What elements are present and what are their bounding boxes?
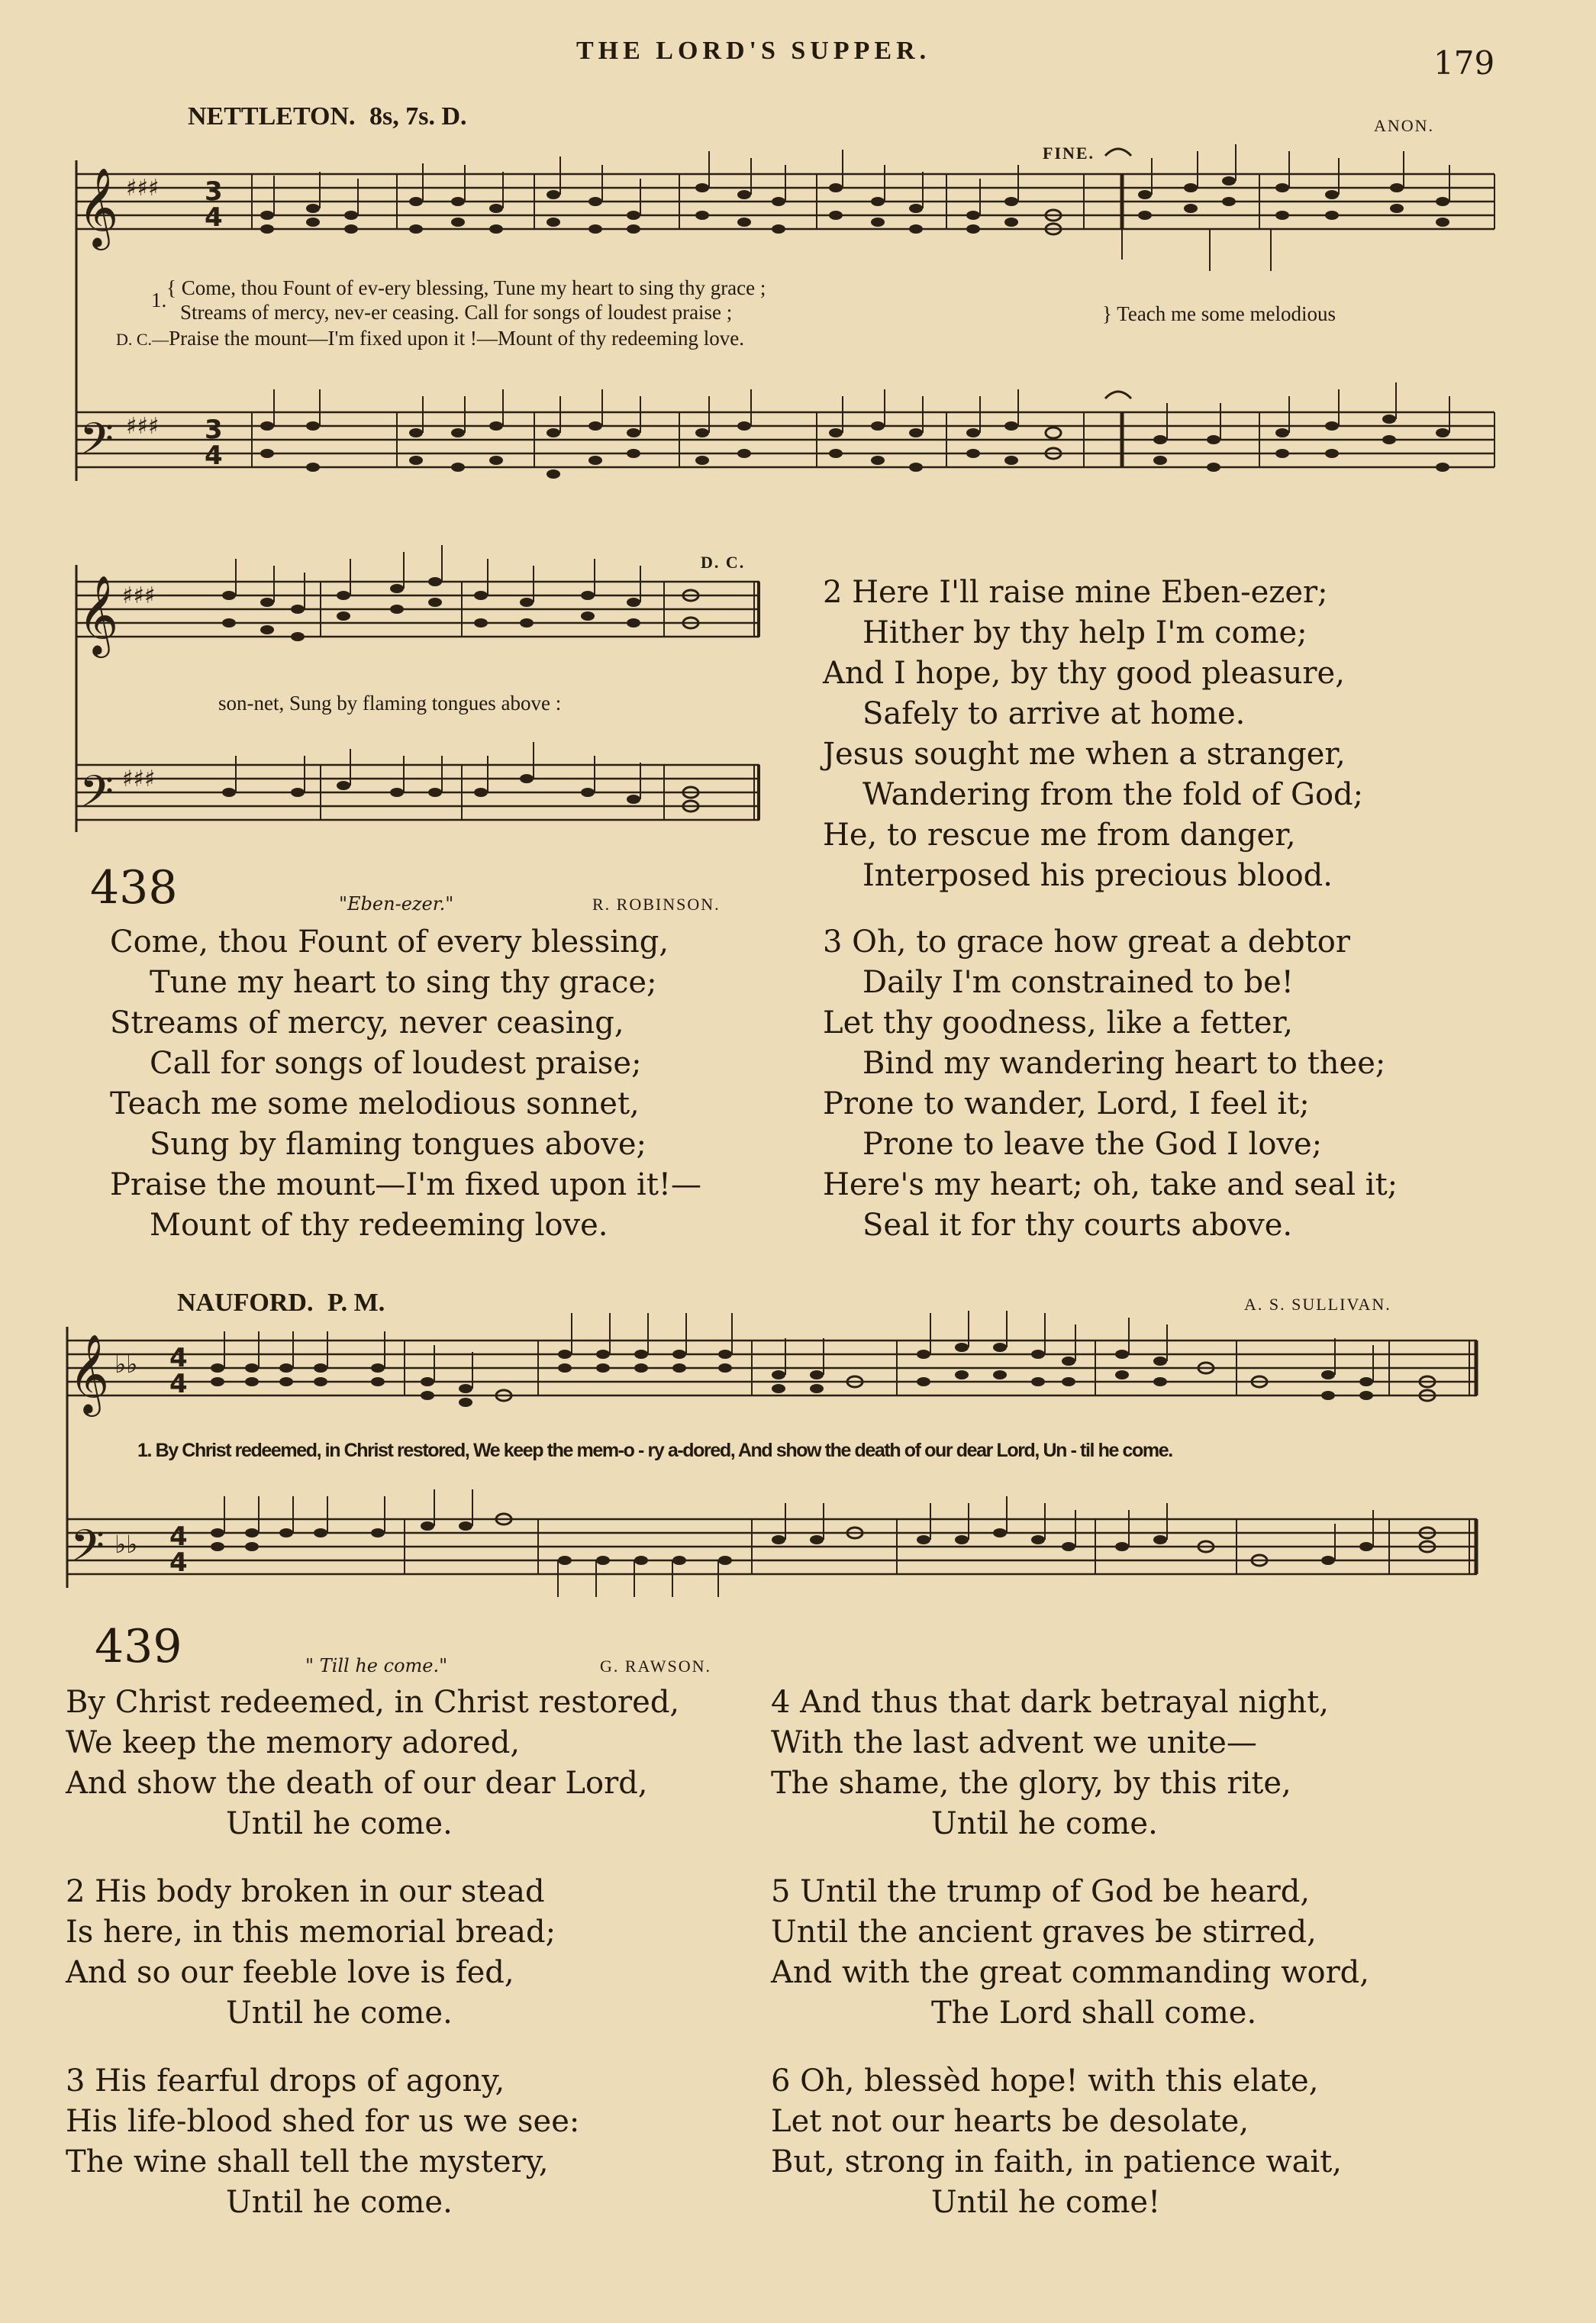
verse-line: Daily I'm constrained to be! — [862, 965, 1294, 1000]
tune-name-439-text: NAUFORD. — [177, 1289, 314, 1317]
hymn-439-subtitle: " Till he come." — [305, 1655, 448, 1676]
svg-text:𝄞: 𝄞 — [78, 575, 119, 655]
verse-line: 2 Here I'll raise mine Eben-ezer; — [823, 575, 1328, 610]
verse-line: By Christ redeemed, in Christ restored, — [66, 1685, 680, 1720]
verse-line: Hither by thy help I'm come; — [862, 615, 1307, 650]
verse-line: Safely to arrive at home. — [862, 696, 1246, 731]
verse-line: And show the death of our dear Lord, — [66, 1766, 648, 1801]
fine-marking: FINE. — [1043, 144, 1095, 163]
verse-line: Jesus sought me when a stranger, — [823, 737, 1346, 772]
lyric-line-2 — [180, 301, 732, 324]
verse-line: Streams of mercy, never ceasing, — [110, 1005, 624, 1041]
verse-line: Until he come. — [226, 1806, 453, 1841]
verse-line: Until the ancient graves be stirred, — [771, 1915, 1317, 1950]
lyric-line-1 — [166, 276, 766, 300]
hymn-439-stanza-4 — [771, 1683, 1329, 1844]
lyric-right-text: Teach me some melodious — [1117, 302, 1336, 325]
verse-line: Interposed his precious blood. — [862, 858, 1333, 893]
svg-text:𝄢: 𝄢 — [79, 766, 114, 828]
lyric-line-439: 1. By Christ redeemed, in Christ restored, We keep the mem-o - ry a-dored, And show the death of our dear Lord, Un - til he come. — [137, 1440, 1172, 1461]
lyric-right — [1102, 302, 1336, 326]
verse-line: 3 Oh, to grace how great a debtor — [823, 924, 1350, 960]
verse-line: The Lord shall come. — [931, 1996, 1257, 2031]
verse-line: Here's my heart; oh, take and seal it; — [823, 1167, 1398, 1202]
svg-text:4: 4 — [205, 202, 223, 233]
dc-marking: D. C. — [701, 553, 746, 572]
verse-line: Call for songs of loudest praise; — [150, 1046, 642, 1081]
svg-text:𝄢: 𝄢 — [79, 413, 114, 476]
verse-line: His life-blood shed for us we see: — [66, 2104, 580, 2139]
hymn-438-stanza-2 — [823, 573, 1363, 896]
verse-number: 1. — [151, 289, 167, 311]
verse-line: Sung by flaming tongues above; — [150, 1127, 646, 1162]
hymn-438-stanza-1 — [110, 922, 701, 1246]
verse-line: Prone to leave the God I love; — [862, 1127, 1323, 1162]
svg-text:𝄞: 𝄞 — [78, 167, 119, 247]
svg-text:4: 4 — [169, 1547, 188, 1578]
svg-text:𝄞: 𝄞 — [69, 1334, 110, 1414]
svg-text:♯♯♯: ♯♯♯ — [122, 582, 156, 609]
svg-text:♯♯♯: ♯♯♯ — [126, 175, 160, 202]
hymn-438-author: R. ROBINSON. — [592, 895, 721, 914]
running-title: THE LORD'S SUPPER. — [576, 37, 931, 65]
verse-line: He, to rescue me from danger, — [823, 818, 1296, 853]
hymn-439-author: G. RAWSON. — [600, 1657, 711, 1676]
hymn-number-439: 439 — [95, 1620, 182, 1673]
hymn-439-stanza-1 — [66, 1683, 679, 1844]
hymn-438-stanza-3 — [823, 922, 1398, 1246]
hymn-number-438: 438 — [90, 861, 178, 915]
verse-line: And with the great commanding word, — [771, 1955, 1370, 1990]
lyric-line-2-text: Streams of mercy, nev-er ceasing. Call for songs of loudest praise ; — [180, 301, 733, 324]
svg-text:3: 3 — [205, 176, 223, 207]
dc-lyric-line — [116, 327, 744, 350]
svg-text:4: 4 — [169, 1369, 188, 1399]
verse-line: The wine shall tell the mystery, — [66, 2144, 549, 2179]
tune-meter: 8s, 7s. D. — [369, 102, 467, 131]
page-number: 179 — [1433, 44, 1495, 82]
composer: ANON. — [1374, 116, 1435, 135]
hymn-439-stanza-3 — [66, 2061, 579, 2223]
verse-line: 6 Oh, blessèd hope! with this elate, — [771, 2063, 1319, 2099]
lyric-line-1-text: Come, thou Fount of ev-ery blessing, Tune my heart to sing thy grace ; — [181, 276, 766, 299]
composer-439: A. S. SULLIVAN. — [1244, 1295, 1391, 1314]
verse-line: Let not our hearts be desolate, — [771, 2104, 1249, 2139]
verse-line: With the last advent we unite— — [771, 1725, 1257, 1760]
svg-text:♯♯♯: ♯♯♯ — [122, 766, 156, 792]
svg-text:𝄢: 𝄢 — [70, 1520, 105, 1583]
svg-text:4: 4 — [169, 1343, 188, 1373]
verse-line: And so our feeble love is fed, — [66, 1955, 514, 1990]
verse-line: 3 His fearful drops of agony, — [66, 2063, 505, 2099]
dc-prefix: D. C.— — [116, 330, 169, 349]
verse-line: 2 His body broken in our stead — [66, 1874, 545, 1909]
verse-line: Praise the mount—I'm fixed upon it!— — [110, 1167, 701, 1202]
verse-line: Tune my heart to sing thy grace; — [150, 965, 657, 1000]
verse-line: Until he come. — [226, 2185, 453, 2220]
verse-line: We keep the memory adored, — [66, 1725, 521, 1760]
verse-line: Let thy goodness, like a fetter, — [823, 1005, 1293, 1041]
svg-text:4: 4 — [169, 1521, 188, 1552]
verse-line: The shame, the glory, by this rite, — [771, 1766, 1291, 1801]
verse-line: Teach me some melodious sonnet, — [110, 1086, 640, 1121]
verse-line: Wandering from the fold of God; — [862, 777, 1364, 812]
verse-line: Seal it for thy courts above. — [862, 1208, 1293, 1243]
hymn-439-stanza-5 — [771, 1872, 1369, 2034]
verse-line: Until he come. — [931, 1806, 1158, 1841]
tune-meter-439: P. M. — [327, 1289, 385, 1317]
verse-line: But, strong in faith, in patience wait, — [771, 2144, 1343, 2179]
verse-line: 5 Until the trump of God be heard, — [771, 1874, 1311, 1909]
svg-text:♯♯♯: ♯♯♯ — [126, 413, 160, 440]
verse-line: Until he come. — [226, 1996, 453, 2031]
lyric-continuation: son-net, Sung by flaming tongues above : — [218, 692, 562, 715]
verse-line: 4 And thus that dark betrayal night, — [771, 1685, 1329, 1720]
verse-line: Mount of thy redeeming love. — [150, 1208, 608, 1243]
verse-line: Is here, in this memorial bread; — [66, 1915, 556, 1950]
dc-line-text: Praise the mount—I'm fixed upon it !—Mount of thy redeeming love. — [169, 327, 745, 350]
tune-name-text: NETTLETON. — [188, 102, 356, 131]
score-438-top — [0, 0, 1596, 534]
brace-right: } — [1102, 302, 1112, 325]
brace-left: { — [166, 276, 176, 299]
svg-text:♭♭: ♭♭ — [114, 1530, 138, 1559]
svg-text:4: 4 — [205, 440, 223, 471]
hymn-439-stanza-2 — [66, 1872, 556, 2034]
verse-line: Come, thou Fount of every blessing, — [110, 924, 669, 960]
verse-line: Bind my wandering heart to thee; — [862, 1046, 1386, 1081]
hymn-438-subtitle: "Eben-ezer." — [339, 893, 454, 915]
verse-line: Until he come! — [931, 2185, 1161, 2220]
verse-line: And I hope, by thy good pleasure, — [823, 656, 1345, 691]
hymn-439-stanza-6 — [771, 2061, 1342, 2223]
verse-line: Prone to wander, Lord, I feel it; — [823, 1086, 1310, 1121]
svg-text:3: 3 — [205, 415, 223, 445]
svg-text:♭♭: ♭♭ — [114, 1350, 138, 1379]
